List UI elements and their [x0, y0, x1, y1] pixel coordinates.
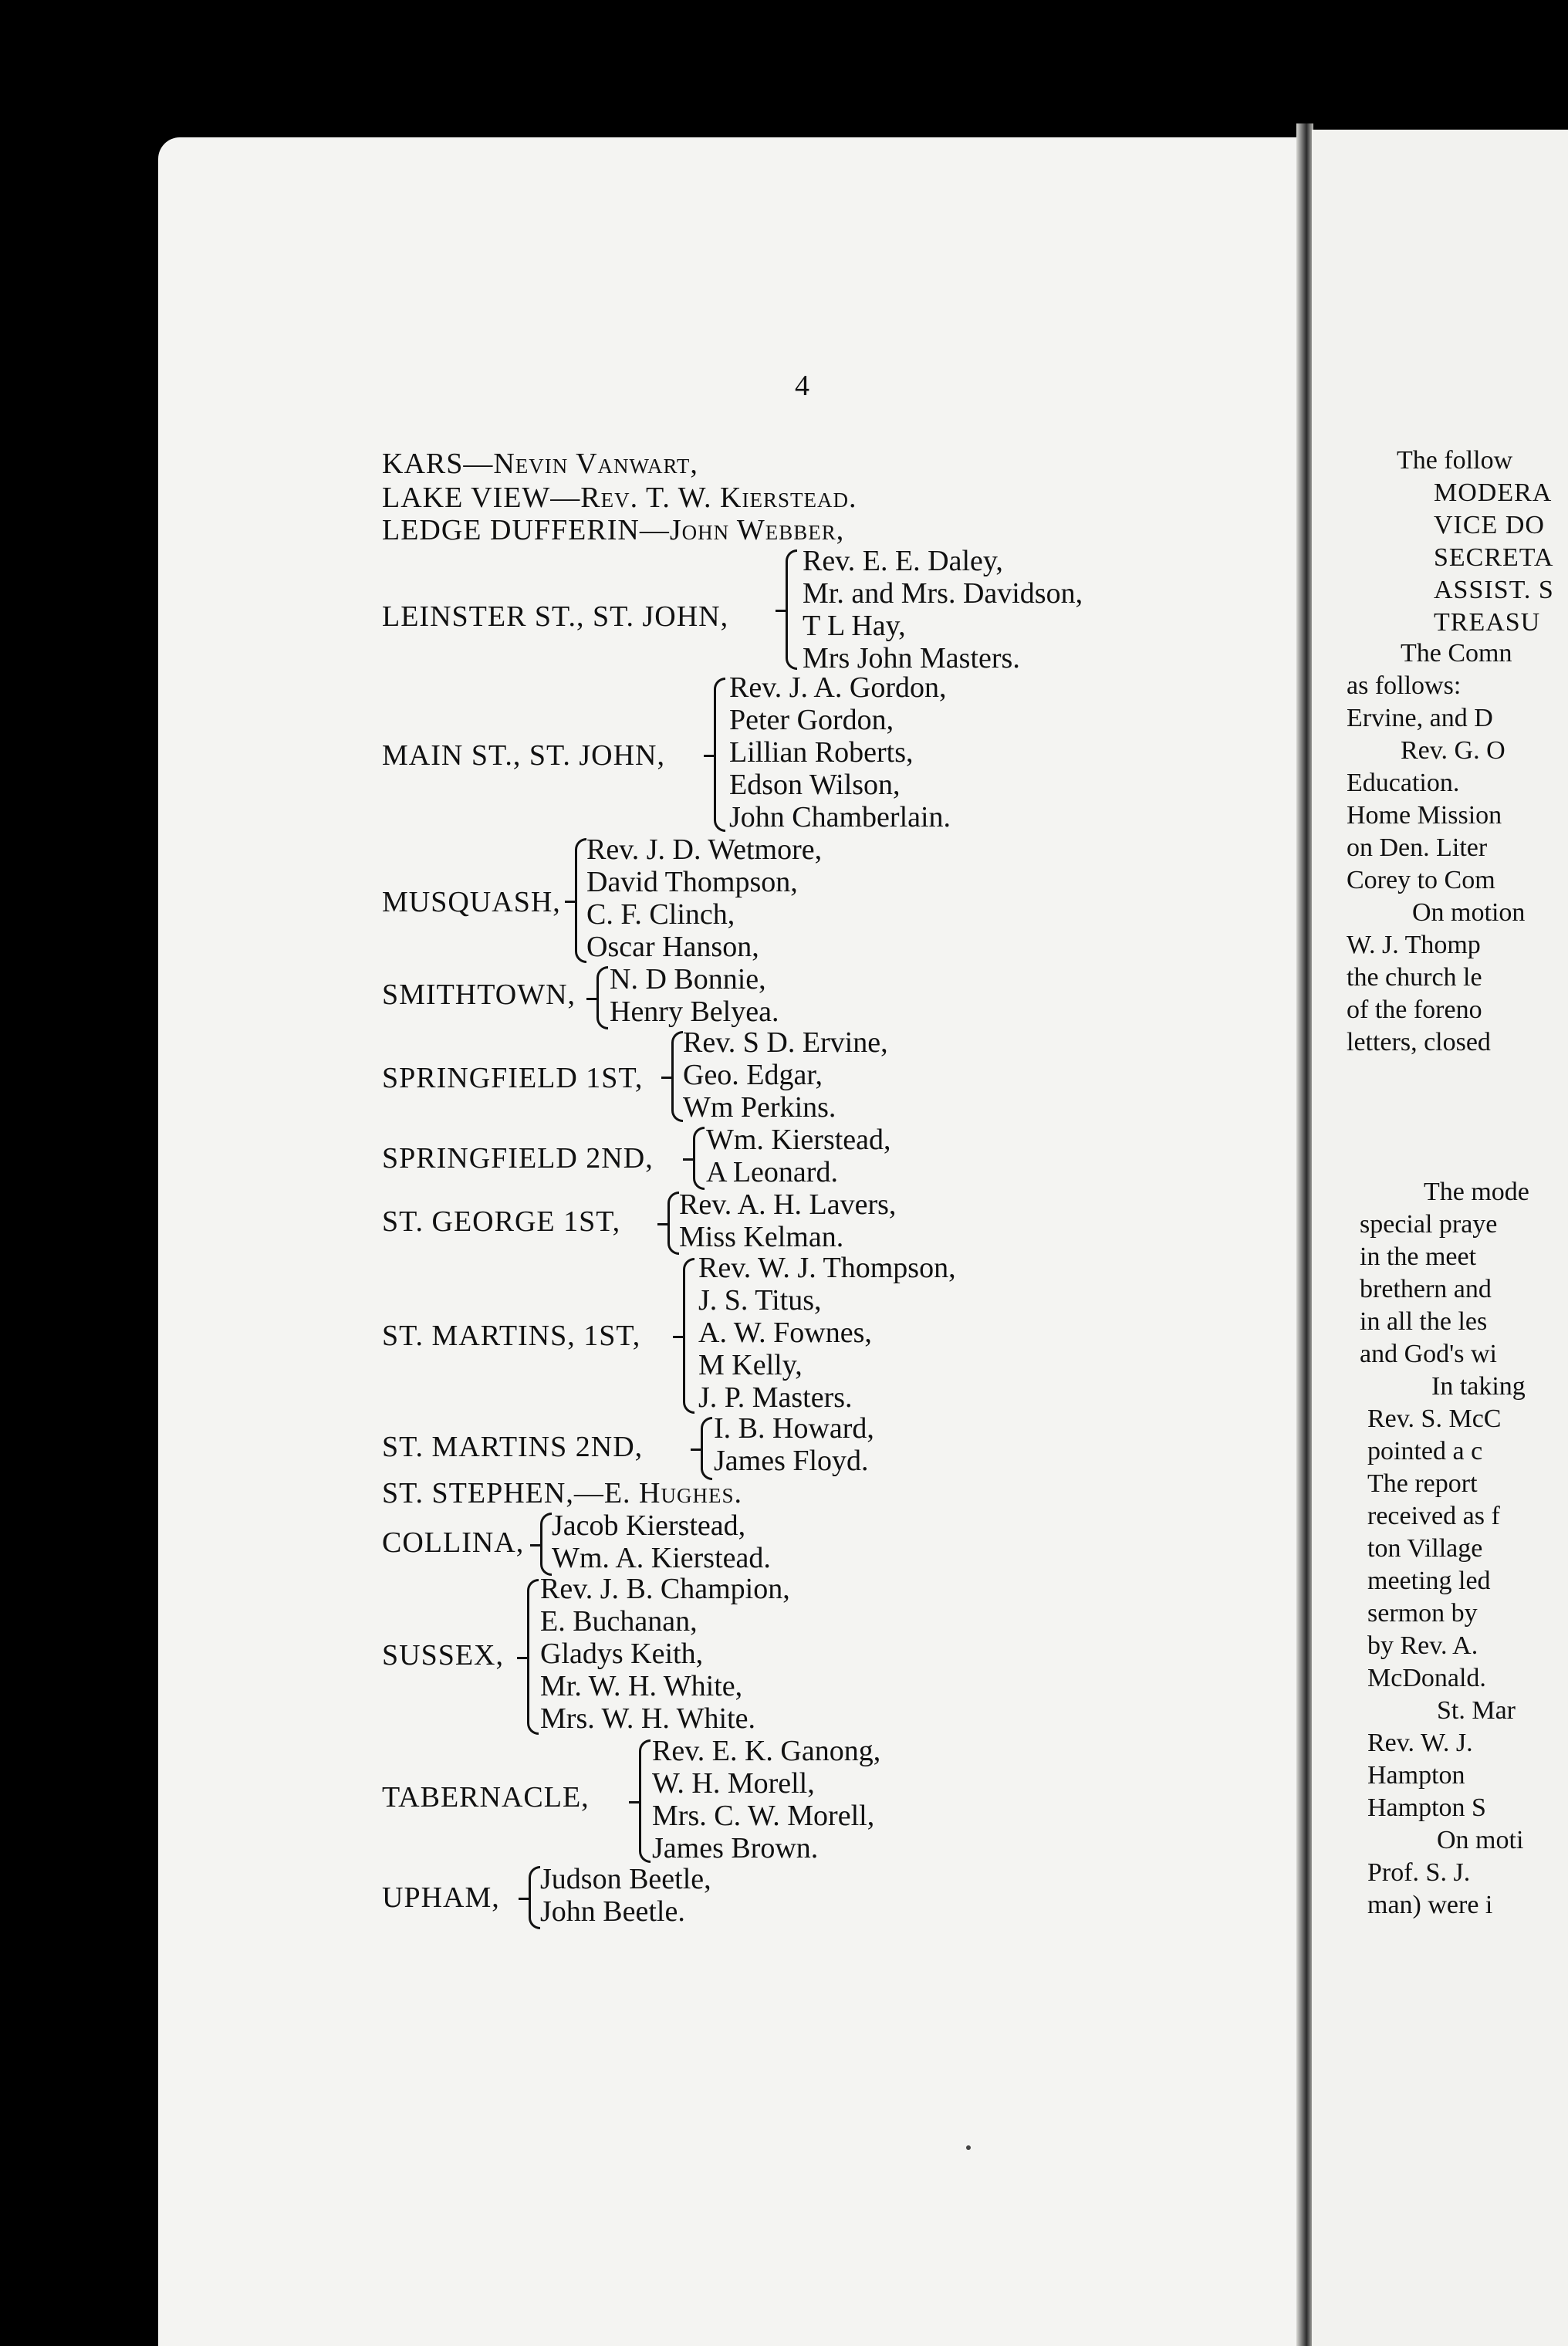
brace: [714, 678, 725, 832]
member-name: James Floyd.: [714, 1445, 869, 1477]
member-name: Mr. W. H. White,: [540, 1670, 743, 1702]
church-leinster: LEINSTER ST., ST. JOHN,: [382, 600, 729, 633]
member-name: I. B. Howard,: [714, 1412, 874, 1445]
brace: [575, 838, 586, 963]
member-name: Lillian Roberts,: [729, 736, 914, 769]
entry-st-stephen: ST. STEPHEN,—E. Hughes.: [382, 1477, 742, 1509]
right-text-line: Education.: [1347, 769, 1460, 797]
member-name: Rev. A. H. Lavers,: [679, 1188, 897, 1221]
right-text-line: in all the les: [1360, 1307, 1488, 1336]
right-text-line: On motion: [1412, 898, 1526, 927]
member-name: E. Buchanan,: [540, 1605, 698, 1638]
member-name: Henry Belyea.: [610, 996, 779, 1028]
member-name: Miss Kelman.: [679, 1221, 844, 1253]
right-text-line: ton Village: [1367, 1534, 1483, 1563]
right-text-line: ASSIST. S: [1434, 576, 1554, 604]
brace: [540, 1513, 552, 1576]
right-text-line: in the meet: [1360, 1242, 1477, 1271]
right-text-line: letters, closed: [1347, 1028, 1491, 1056]
right-text-line: SECRETA: [1434, 543, 1554, 572]
right-text-line: In taking: [1431, 1372, 1526, 1401]
member-name: Rev. S D. Ervine,: [683, 1026, 888, 1059]
member-name: John Beetle.: [540, 1895, 685, 1928]
member-name: A Leonard.: [706, 1156, 838, 1188]
member-name: James Brown.: [652, 1832, 819, 1864]
member-name: T L Hay,: [803, 610, 906, 642]
right-text-line: as follows:: [1347, 671, 1462, 700]
right-text-line: of the foreno: [1347, 996, 1482, 1024]
right-text-line: by Rev. A.: [1367, 1631, 1478, 1660]
right-text-line: Rev. S. McC: [1367, 1405, 1502, 1433]
brace: [786, 549, 797, 670]
right-text-line: sermon by: [1367, 1599, 1478, 1628]
entry-lake-view: LAKE VIEW—Rev. T. W. Kierstead.: [382, 482, 857, 514]
member-name: Jacob Kierstead,: [552, 1509, 746, 1542]
member-name: John Chamberlain.: [729, 801, 951, 833]
right-text-line: MODERA: [1434, 478, 1553, 507]
church-upham: UPHAM,: [382, 1881, 500, 1914]
member-name: C. F. Clinch,: [586, 898, 735, 931]
entry-ledge-dufferin: LEDGE DUFFERIN—John Webber,: [382, 514, 845, 546]
right-text-line: Hampton: [1367, 1761, 1465, 1790]
member-name: Mrs. W. H. White.: [540, 1702, 756, 1735]
member-name: Gladys Keith,: [540, 1638, 704, 1670]
right-text-line: Rev. W. J.: [1367, 1729, 1473, 1757]
right-text-line: The report: [1367, 1469, 1478, 1498]
member-name: Wm Perkins.: [683, 1091, 836, 1124]
brace: [671, 1031, 683, 1122]
member-name: Mrs. C. W. Morell,: [652, 1800, 875, 1832]
right-text-line: Ervine, and D: [1347, 704, 1493, 732]
right-text-line: The Comn: [1401, 639, 1512, 668]
member-name: N. D Bonnie,: [610, 963, 766, 996]
member-name: J. S. Titus,: [698, 1284, 822, 1317]
church-main-st: MAIN ST., ST. JOHN,: [382, 739, 665, 772]
right-text-line: special praye: [1360, 1210, 1498, 1239]
member-name: Rev. J. B. Champion,: [540, 1573, 790, 1605]
right-text-line: St. Mar: [1437, 1696, 1516, 1725]
brace: [683, 1258, 694, 1414]
page-gutter: [1296, 123, 1313, 2346]
church-st-martins-1st: ST. MARTINS, 1ST,: [382, 1320, 641, 1352]
page-number: 4: [795, 370, 809, 402]
member-name: Peter Gordon,: [729, 704, 894, 736]
right-text-line: Corey to Com: [1347, 866, 1495, 894]
right-text-line: McDonald.: [1367, 1664, 1486, 1692]
church-musquash: MUSQUASH,: [382, 886, 561, 918]
right-text-line: The follow: [1397, 446, 1513, 475]
brace: [639, 1739, 651, 1863]
member-name: Rev. J. D. Wetmore,: [586, 833, 823, 866]
right-text-line: VICE DO: [1434, 511, 1545, 539]
member-name: J. P. Masters.: [698, 1381, 853, 1414]
right-text-line: Home Mission: [1347, 801, 1502, 830]
brace: [667, 1192, 679, 1255]
right-text-line: On moti: [1437, 1826, 1524, 1854]
member-name: David Thompson,: [586, 866, 798, 898]
brace: [596, 966, 608, 1029]
right-text-line: the church le: [1347, 963, 1482, 992]
member-name: Rev. J. A. Gordon,: [729, 671, 947, 704]
right-text-line: The mode: [1424, 1178, 1529, 1206]
brace: [529, 1866, 540, 1929]
church-springfield-1st: SPRINGFIELD 1ST,: [382, 1062, 644, 1094]
right-text-line: Prof. S. J.: [1367, 1858, 1471, 1887]
right-text-line: Rev. G. O: [1401, 736, 1505, 765]
right-text-line: received as f: [1367, 1502, 1500, 1530]
church-tabernacle: TABERNACLE,: [382, 1781, 590, 1814]
brace: [693, 1127, 705, 1190]
member-name: A. W. Fownes,: [698, 1317, 872, 1349]
member-name: Oscar Hanson,: [586, 931, 759, 963]
right-text-line: on Den. Liter: [1347, 833, 1488, 862]
member-name: W. H. Morell,: [652, 1767, 815, 1800]
member-name: Judson Beetle,: [540, 1863, 711, 1895]
right-text-line: W. J. Thomp: [1347, 931, 1481, 959]
church-smithtown: SMITHTOWN,: [382, 979, 576, 1011]
right-text-line: Hampton S: [1367, 1793, 1486, 1822]
member-name: Wm. A. Kierstead.: [552, 1542, 771, 1574]
right-text-line: and God's wi: [1360, 1340, 1498, 1368]
church-sussex: SUSSEX,: [382, 1639, 504, 1672]
right-text-line: TREASU: [1434, 608, 1541, 637]
member-name: Edson Wilson,: [729, 769, 901, 801]
right-text-line: meeting led: [1367, 1567, 1491, 1595]
right-text-line: man) were i: [1367, 1891, 1493, 1919]
church-st-george: ST. GEORGE 1ST,: [382, 1205, 621, 1238]
member-name: Mrs John Masters.: [803, 642, 1020, 674]
member-name: Wm. Kierstead,: [706, 1124, 891, 1156]
brace: [527, 1579, 539, 1735]
ink-speck: [966, 2145, 971, 2150]
brace: [701, 1417, 712, 1480]
member-name: Mr. and Mrs. Davidson,: [803, 577, 1083, 610]
right-text-line: brethern and: [1360, 1275, 1492, 1303]
church-st-martins-2nd: ST. MARTINS 2ND,: [382, 1431, 644, 1463]
entry-kars: KARS—Nevin Vanwart,: [382, 448, 698, 480]
church-collina: COLLINA,: [382, 1526, 525, 1559]
church-springfield-2nd: SPRINGFIELD 2ND,: [382, 1142, 654, 1175]
right-text-line: pointed a c: [1367, 1437, 1483, 1465]
member-name: Geo. Edgar,: [683, 1059, 823, 1091]
member-name: Rev. E. E. Daley,: [803, 545, 1003, 577]
member-name: M Kelly,: [698, 1349, 803, 1381]
member-name: Rev. E. K. Ganong,: [652, 1735, 881, 1767]
member-name: Rev. W. J. Thompson,: [698, 1252, 956, 1284]
